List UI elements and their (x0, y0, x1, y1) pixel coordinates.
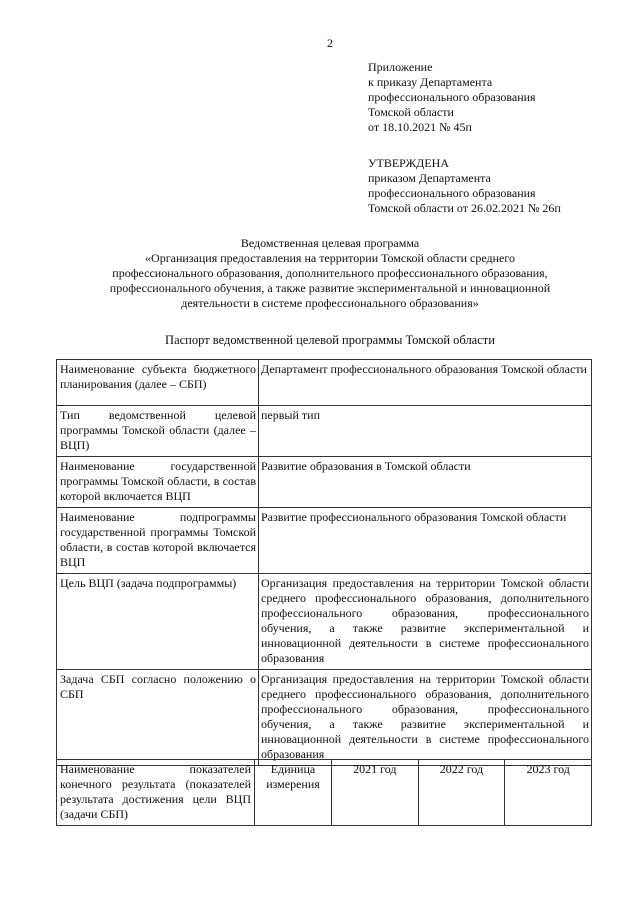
title-line: «Организация предоставления на территории Томской области среднего (145, 251, 515, 265)
title-line: профессионального образования, дополнительного профессионального образования, (112, 266, 548, 280)
year-header: 2022 год (418, 760, 505, 826)
table-row (57, 360, 592, 406)
indicators-table (56, 759, 592, 826)
approval-block (368, 156, 618, 216)
title-line: Ведомственная целевая программа (240, 236, 420, 250)
year-header: 2021 год (332, 760, 419, 826)
year-header: 2023 год (505, 760, 592, 826)
approval-line: приказом Департамента (368, 171, 491, 185)
row-label: Тип ведомственной целевой программы Томской области (далее – ВЦП) (57, 406, 259, 457)
indicators-label: Наименование показателей конечного результата (показателей результата достижения цели ВЦП (задачи СБП) (57, 760, 255, 826)
row-value: Департамент профессионального образования Томской области (259, 360, 592, 406)
appendix-line: профессионального образования (368, 90, 536, 104)
row-value: Организация предоставления на территории Томской области среднего профессионального образования, дополнительного профессионального образования, профессионального обучения, а также развитие экспериментальной и инновационной деятельности в системе профессионального образования (259, 574, 592, 670)
table-row (57, 574, 592, 670)
row-value: первый тип (259, 406, 592, 457)
appendix-line: Приложение (368, 60, 433, 74)
appendix-line: от 18.10.2021 № 45п (368, 120, 472, 134)
table-row (57, 670, 592, 766)
passport-title: Паспорт ведомственной целевой программы Томской области (165, 333, 495, 347)
row-label: Задача СБП согласно положению о СБП (57, 670, 259, 766)
row-value: Развитие профессионального образования Томской области (259, 508, 592, 574)
appendix-line: к приказу Департамента (368, 75, 493, 89)
row-label: Наименование субъекта бюджетного планирования (далее – СБП) (57, 360, 259, 406)
appendix-line: Томской области (368, 105, 454, 119)
row-value: Развитие образования в Томской области (259, 457, 592, 508)
title-line: деятельности в системе профессионального образования» (181, 296, 479, 310)
approval-line: Томской области от 26.02.2021 № 26п (368, 201, 561, 215)
table-row (57, 508, 592, 574)
title-line: профессионального обучения, а также развитие экспериментальной и инновационной (109, 281, 551, 295)
passport-table (56, 359, 592, 766)
row-value: Организация предоставления на территории Томской области среднего профессионального образования, дополнительного профессионального образования, профессионального обучения, а также развитие экспериментальной и инновационной деятельности в системе профессионального образования (259, 670, 592, 766)
document-title (60, 236, 600, 311)
page-number: 2 (327, 36, 333, 50)
row-label: Цель ВЦП (задача подпрограммы) (57, 574, 259, 670)
table-row (57, 457, 592, 508)
table-row (57, 760, 592, 826)
row-label: Наименование подпрограммы государственной программы Томской области, в состав которой включается ВЦП (57, 508, 259, 574)
unit-header: Единица измерения (255, 760, 332, 826)
approval-line: профессионального образования (368, 186, 536, 200)
approval-line: УТВЕРЖДЕНА (368, 156, 450, 170)
table-row (57, 406, 592, 457)
appendix-block (368, 60, 618, 135)
row-label: Наименование государственной программы Томской области, в состав которой включается ВЦП (57, 457, 259, 508)
